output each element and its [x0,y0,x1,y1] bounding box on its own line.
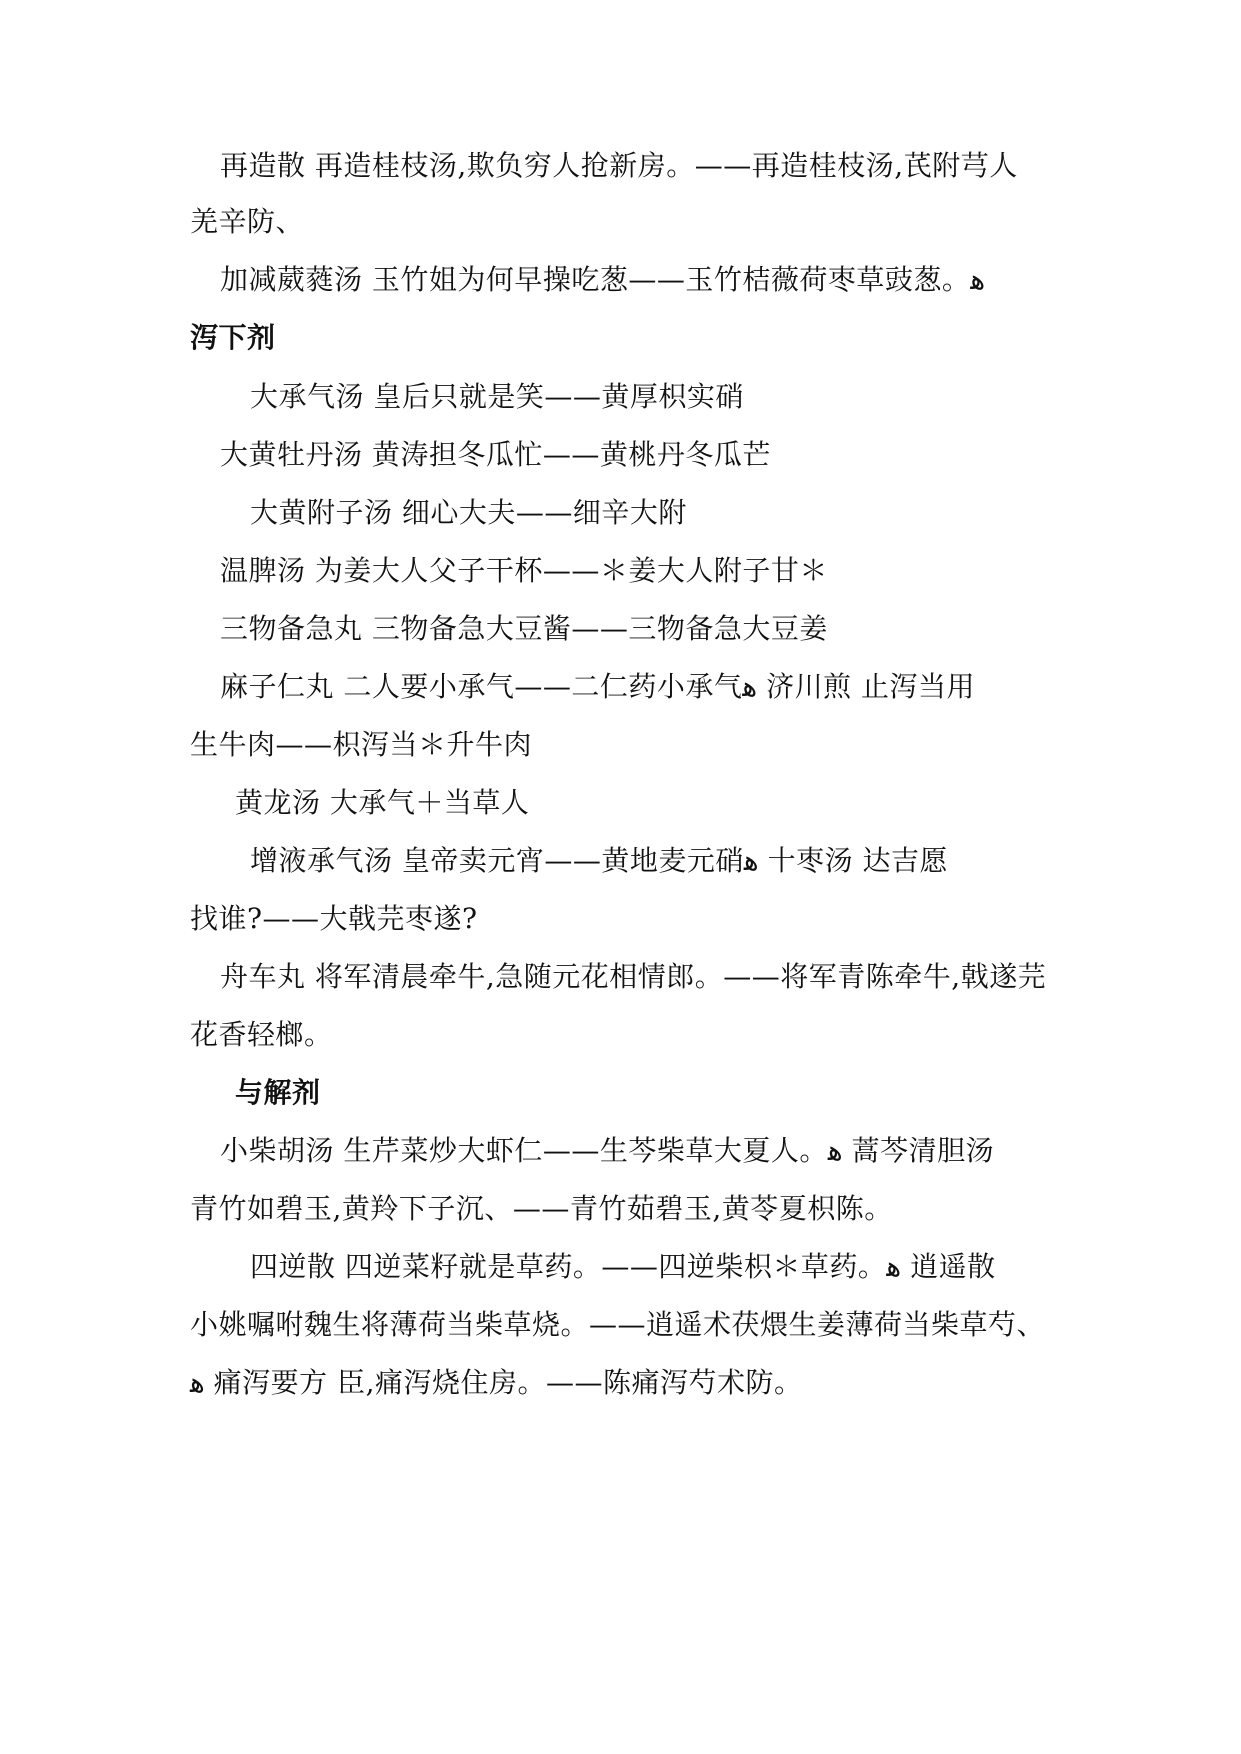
text-line-sanwubeijiwan: 三物备急丸 三物备急大豆酱——三物备急大豆姜 [220,612,828,645]
section-heading-xiexiaji: 泻下剂 [190,321,276,354]
text-line-zaizaosan-cont: 羌辛防、 [190,205,305,238]
text-line-haoqinqingdantang-cont: 青竹如碧玉,黄羚下子沉、——青竹茹碧玉,黄苓夏枳陈。 [190,1192,893,1225]
text-line-zaizaosan: 再造散 再造桂枝汤,欺负穷人抢新房。——再造桂枝汤,芪附芎人 [220,149,1018,182]
text-line-jichuanjian-cont: 生牛肉——枳泻当＊升牛肉 [190,728,533,761]
text-line-huanglongtang: 黄龙汤 大承气＋当草人 [235,786,530,819]
section-heading-yujieji: 与解剂 [235,1076,321,1109]
text-line-zengyechengqitang: 增液承气汤 皇帝卖元宵——黄地麦元硝ﻫ 十枣汤 达吉愿 [250,844,948,877]
text-line-shizaotang-cont: 找谁?——大戟芫枣遂? [190,902,478,935]
text-line-tongxieyaofang: ﻫ 痛泻要方 臣,痛泻烧住房。——陈痛泻芍术防。 [190,1366,803,1399]
text-line-zhouchewan: 舟车丸 将军清晨牵牛,急随元花相情郎。——将军青陈牵牛,戟遂芫 [220,960,1047,993]
text-line-maziren-wan: 麻子仁丸 二人要小承气——二仁药小承气ﻫ 济川煎 止泻当用 [220,670,975,703]
text-line-xiaochaihutang: 小柴胡汤 生芹菜炒大虾仁——生芩柴草大夏人。ﻫ 蒿芩清胆汤 [220,1134,995,1167]
text-line-jiajianweiruitang: 加减葳蕤汤 玉竹姐为何早操吃葱——玉竹桔薇荷枣草豉葱。ﻫ [220,263,986,296]
text-line-zhouchewan-cont: 花香轻榔。 [190,1018,333,1051]
text-line-dachengqitang: 大承气汤 皇后只就是笑——黄厚枳实硝 [250,380,744,413]
text-line-sinisan: 四逆散 四逆菜籽就是草药。——四逆柴枳＊草药。ﻫ 逍遥散 [250,1250,996,1283]
text-line-wenpitang: 温脾汤 为姜大人父子干杯——＊姜大人附子甘＊ [220,554,828,587]
text-line-dahuangfuzitang: 大黄附子汤 细心大夫——细辛大附 [250,496,687,529]
text-line-xiaoyaosan-cont: 小姚嘱咐魏生将薄荷当柴草烧。——逍遥术茯煨生姜薄荷当柴草芍、 [190,1308,1046,1341]
text-line-dahuangmudantang: 大黄牡丹汤 黄涛担冬瓜忙——黄桃丹冬瓜芒 [220,438,771,471]
